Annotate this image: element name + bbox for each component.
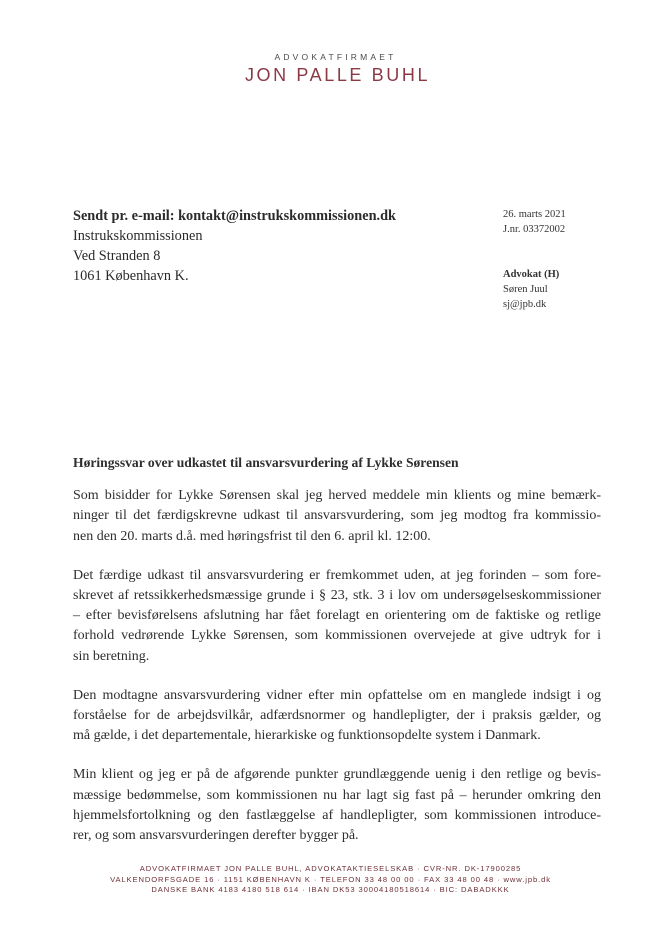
lawyer-name: Søren Juul <box>503 284 548 295</box>
letter-footer <box>0 864 661 896</box>
text-line: skrevet af retssikkerhedsmæssige grunde i § 23, stk. 3 i lov om undersøgelseskommissioner <box>73 588 601 604</box>
text-line: sin beretning. <box>73 648 150 664</box>
journal-number: J.nr. 03372002 <box>503 224 566 235</box>
recipient-city: 1061 København K. <box>73 268 189 284</box>
recipient-block <box>73 206 396 286</box>
footer-address-line: VALKENDORFSGADE 16 · 1151 KØBENHAVN K · TELEFON 33 48 00 00 · FAX 33 48 00 48 · www.jpb.dk <box>110 874 551 884</box>
letter-date: 26. marts 2021 <box>503 209 566 220</box>
text-line: Som bisidder for Lykke Sørensen skal jeg herved meddele min klients og mine bemærk- <box>73 488 601 504</box>
letter-meta <box>503 207 566 312</box>
text-line: ninger til det færdigskrevne udkast til ansvarsvurdering, som jeg modtog fra kommissio- <box>73 508 601 524</box>
footer-company-line: ADVOKATFIRMAET JON PALLE BUHL, ADVOKATAKTIESELSKAB · CVR-NR. DK-17900285 <box>139 864 522 873</box>
recipient-name: Instrukskommissionen <box>73 228 203 244</box>
text-line: Den modtagne ansvarsvurdering vidner efter min opfattelse om en manglede indsigt i og <box>73 687 601 703</box>
paragraph-4 <box>73 765 601 846</box>
lawyer-email: sj@jpb.dk <box>503 299 547 310</box>
firm-name: JON PALLE BUHL <box>244 65 431 85</box>
subject-heading: Høringssvar over udkastet til ansvarsvurdering af Lykke Sørensen <box>73 455 459 470</box>
letter-body <box>73 453 601 865</box>
text-line: hjemmelsfortolkning og den fastlæggelse af handlepligter, som kommissionen introduce- <box>73 807 601 823</box>
lawyer-title: Advokat (H) <box>503 269 560 280</box>
footer-bank-line: DANSKE BANK 4183 4180 518 614 · IBAN DK53 30004180518614 · BIC: DABADKKK <box>151 885 510 894</box>
text-line: forståelse for de arbejdsvilkår, adfærdsnormer og handlepligter, der i praksis gælder, og <box>73 708 601 724</box>
recipient-street: Ved Stranden 8 <box>73 248 161 264</box>
letterhead <box>0 52 661 86</box>
paragraph-3 <box>73 686 601 747</box>
text-line: forhold vedrørende Lykke Sørensen, som kommissionen overvejede at give udtryk for i <box>73 628 601 644</box>
text-line: nen den 20. marts d.å. med høringsfrist til den 6. april kl. 12:00. <box>73 528 431 544</box>
text-line: Det færdige udkast til ansvarsvurdering er fremkommet uden, at jeg forinden – som fore- <box>73 567 601 583</box>
text-line: rer, og som ansvarsvurderingen derefter bygger på. <box>73 828 359 844</box>
paragraph-1 <box>73 486 601 547</box>
firm-label: ADVOKATFIRMAET <box>274 52 397 62</box>
paragraph-2 <box>73 566 601 667</box>
text-line: Min klient og jeg er på de afgørende punkter grundlæggende uenig i den retlige og bevis- <box>73 767 601 783</box>
sent-by-email-line: Sendt pr. e-mail: kontakt@instrukskommissionen.dk <box>73 208 397 224</box>
text-line: mæssige bedømmelse, som kommissionen nu har lagt sig fast på – herunder omkring den <box>73 787 601 803</box>
text-line: – efter bevisførelsens afslutning har fået forelagt en orientering om de faktiske og retlige <box>73 608 601 624</box>
text-line: må gælde, i det departementale, hierarkiske og funktionsopdelte system i Danmark. <box>73 728 541 744</box>
